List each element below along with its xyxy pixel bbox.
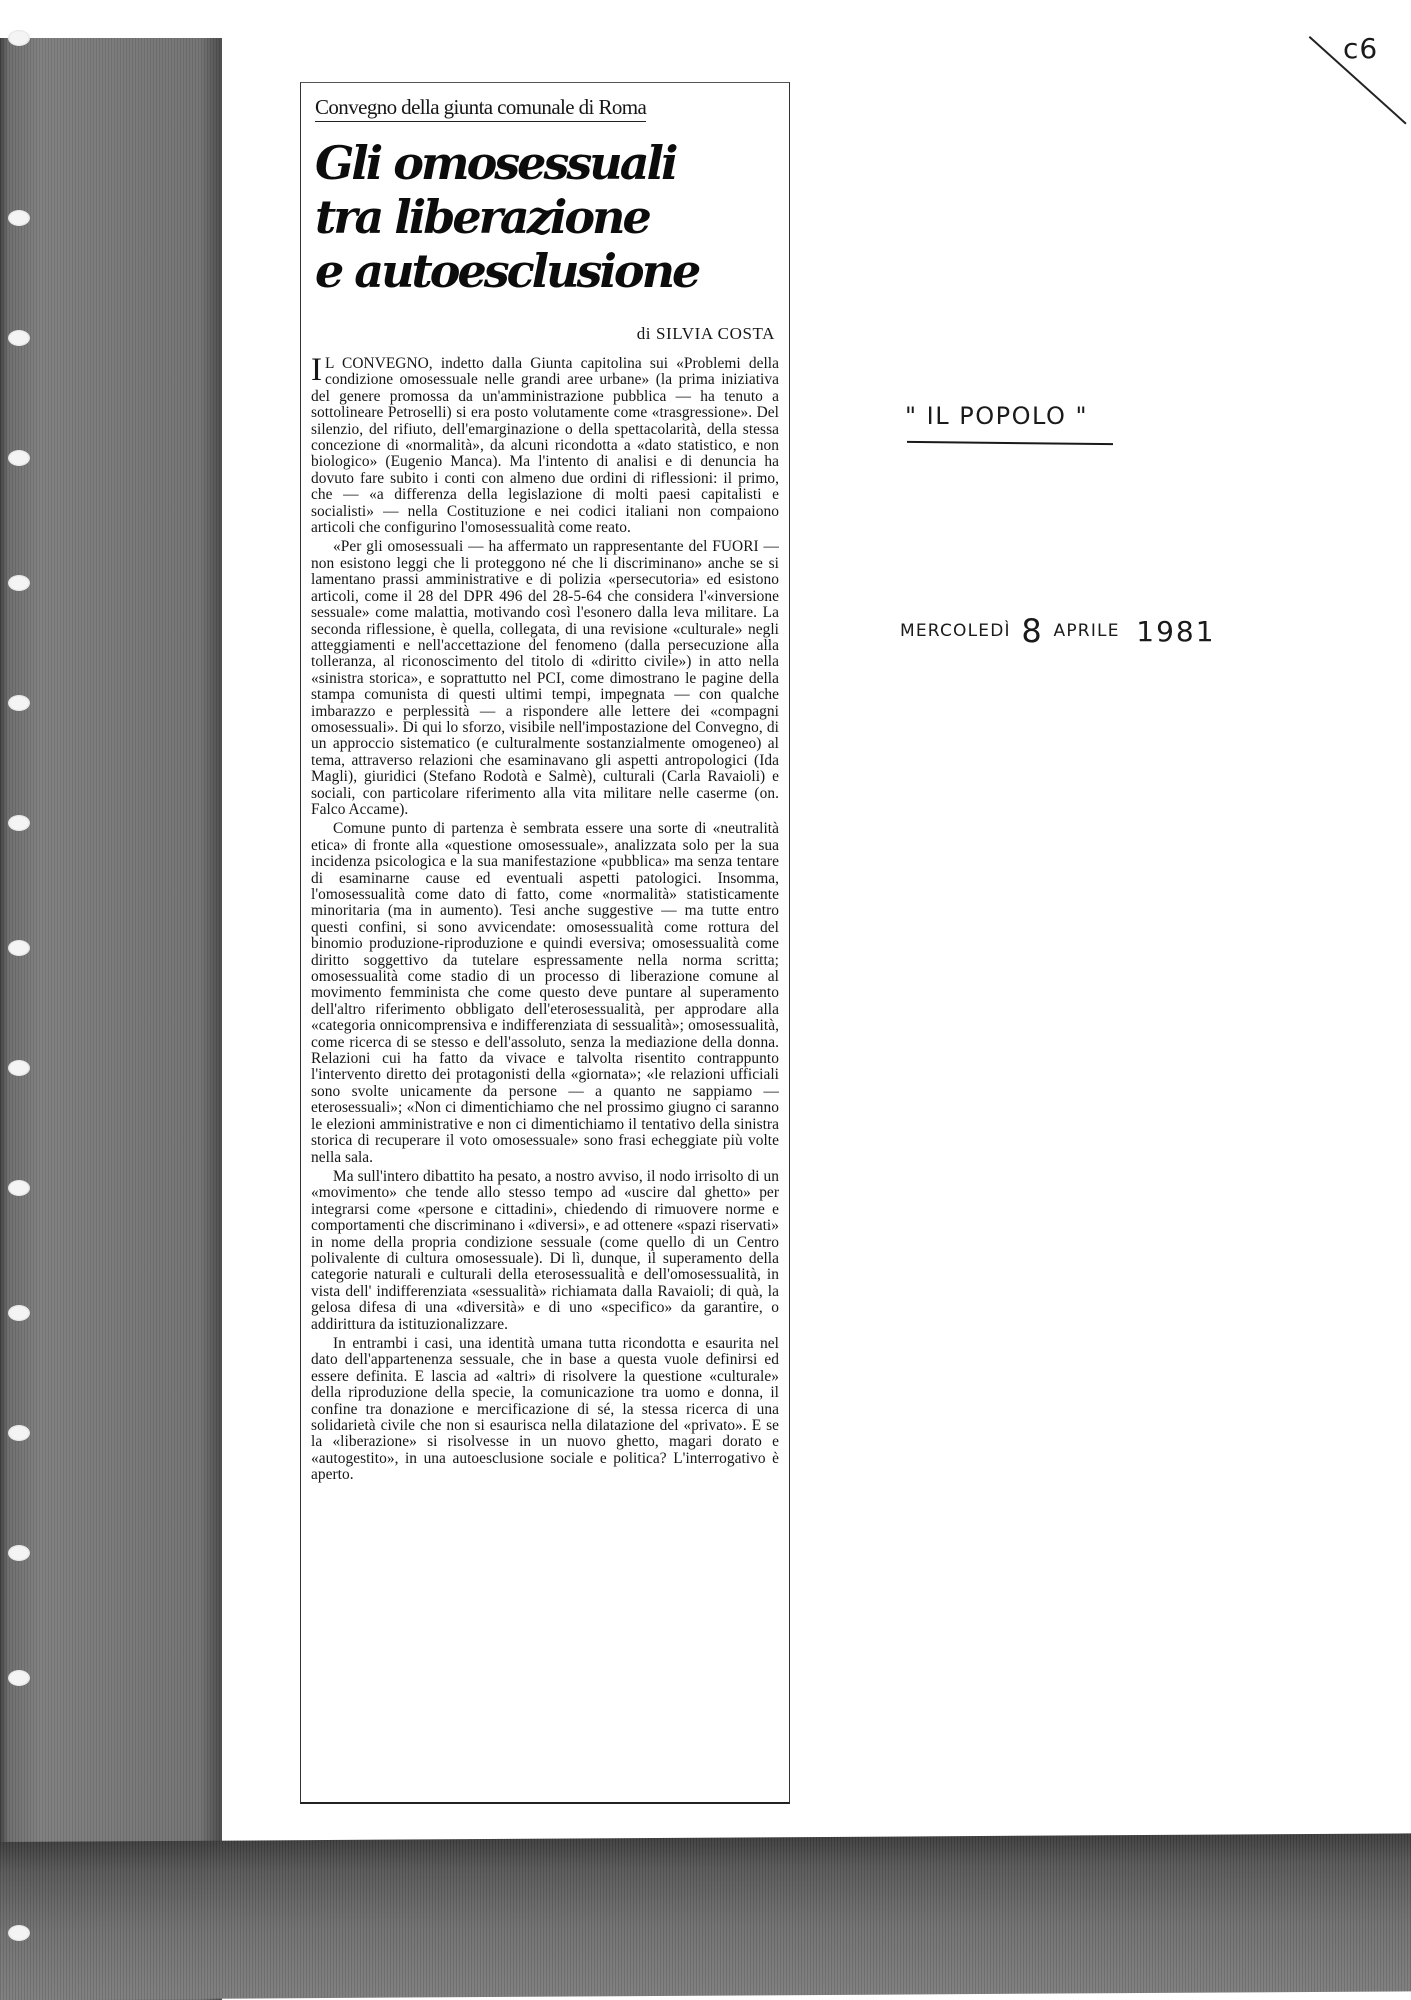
punch-hole: [8, 30, 30, 46]
scanner-background-bottom: [0, 1833, 1411, 2000]
newspaper-clipping: [300, 82, 790, 1804]
punch-hole: [8, 1545, 30, 1561]
headline-line: e autoesclusione: [315, 244, 699, 298]
paragraph-text: L CONVEGNO, indetto dalla Giunta capitolina sui «Problemi della condizione omosessuale nelle grandi aree urbane» (la prima iniziativa del genere promossa da un'amministrazione pubblica — ha tenuto a sottolineare Petroselli) si era posto volutamente come «trasgressione». Del silenzio, del rifiuto, dell'emarginazione o della spettacolarità, della stessa concezione di «normalità», da alcuni ricondotta a «dato statistico, e non biologico» (Eugenio Manca). Ma l'intento di analisi e di denuncia ha dovuto fare subito i conti con almeno due ordini di riflessioni: il primo, che — «a differenza della legislazione di molti paesi capitalisti e socialisti» — nella Costituzione e nei codici italiani non compaiono articoli che configurino l'omosessualità come reato.: [311, 355, 779, 537]
article-paragraph: In entrambi i casi, una identità umana tutta ricondotta e esaurita nel dato dell'appartenenza sessuale, che in base a questa vuole definirsi ed essere definita. E lascia ad «altri» di risolvere la questione «culturale» della riproduzione della specie, la comunicazione tra uomo e donna, il confine tra donazione e mercificazione di sé, la stessa ricerca di una solidarietà civile che non si esaurisca nella dilatazione del «privato». E se la «liberazione» si risolvesse in un nuovo ghetto, magari dorato e «autogestito», in una autoesclusione sociale e politica? L'interrogativo è aperto.: [311, 1334, 779, 1484]
headline-line: tra liberazione: [315, 190, 649, 244]
article-paragraph: Ma sull'intero dibattito ha pesato, a nostro avviso, il nodo irrisolto di un «movimento» che tende allo stesso tempo ad «uscire dal ghetto» per integrarsi come «persone e cittadini», chiedendo di rimuovere norme e comportamenti che discriminano i «diversi», e ad ottenere «spazi riservati» in nome della propria condizione sessuale (come quello di un Centro polivalente di cultura omosessuale). Di lì, dunque, il superamento della categorie naturali e culturali della eterosessualità e dell'omosessualità, in vista dell' indifferenziata «sessualità» richiamata dalla Ravaioli; di quà, la gelosa difesa di una «diversità» e di uno «specifico» da garantire, o addirittura da istituzionalizzare.: [311, 1167, 779, 1333]
punch-hole: [8, 1305, 30, 1321]
punch-hole: [8, 1180, 30, 1196]
date-day: 8: [1021, 612, 1043, 650]
punch-hole: [8, 940, 30, 956]
punch-hole: [8, 1670, 30, 1686]
article-kicker: Convegno della giunta comunale di Roma: [315, 95, 646, 122]
date-weekday: MERCOLEDÌ: [900, 621, 1011, 641]
punch-hole: [8, 695, 30, 711]
scanner-background-left: [0, 38, 222, 2000]
handwritten-newspaper-name: " IL POPOLO ": [905, 402, 1089, 430]
article-paragraph: «Per gli omosessuali — ha affermato un rappresentante del FUORI — non esistono leggi che li proteggono né che li discriminano» anche se si lamentano prassi amministrative e di polizia «persecutoria» ed esistono articoli, come il 28 del DPR 496 del 28-5-64 che considera l'«inversione sessuale» come malattia, motivando così l'esonero dalla leva militare. La seconda riflessione, è quella, collegata, di una revisione «culturale» negli atteggiamenti e nell'accettazione del fenomeno (dalla persecuzione alla tolleranza, al riconoscimento del titolo di «diritto civile») in atto nella «sinistra storica», e soprattutto nel PCI, come dimostrano le pagine della stampa comunista di questi ultimi tempi, impegnata — con qualche imbarazzo e perplessità — a rispondere alle lettere dei «compagni omosessuali». Di qui lo sforzo, visibile nell'impostazione del Convegno, di un approccio sistematico (e culturalmente sostanzialmente omogeneo) al tema, attraverso relazioni che esaminavano gli aspetti antropologici (Ida Magli), giuridici (Stefano Rodotà e Salmè), culturali (Carla Ravaioli) e sociali, con particolare riferimento alla vita militare nelle caserme (on. Falco Accame).: [311, 538, 779, 818]
punch-hole: [8, 1060, 30, 1076]
handwritten-date: [900, 612, 1216, 650]
article-byline: di SILVIA COSTA: [636, 324, 775, 343]
article-paragraph: Comune punto di partenza è sembrata essere una sorte di «neutralità etica» di fronte alla «questione omosessuale», analizzata solo per la sua incidenza psicologica e la sua manifestazione «pubblica» ma senza tentare di esaminarne cause ed eventuali aspetti patologici. Insomma, l'omosessualità come dato di fatto, come «normalità» statisticamente minoritaria (ma in aumento). Tesi anche suggestive — ma tutte entro questi confini, si sono avvicendate: omosessualità come rottura del binomio produzione-riproduzione e quindi eversiva; omosessualità come diritto soggettivo da tutelare espressamente nella norma scritta; omosessualità come stadio di un processo di liberazione comune al movimento femminista che come questo deve puntare al superamento dell'altro riferimento obbligato dell'eterosessualità, per approdare alla «categoria onnicomprensiva e indifferenziata di sessualità»; omosessualità, come ricerca di se stesso e dell'assoluto, senza la mediazione della donna. Relazioni cui ha fatto da vivace e talvolta risentito contrappunto l'intervento diretto dei protagonisti della «giornata»; «le relazioni ufficiali sono svolte unicamente da persone — a quanto ne sappiamo — eterosessuali»; «Non ci dimentichiamo che nel prossimo giugno ci saranno le elezioni amministrative e non ci dimentichiamo il tentativo della sinistra storica di recuperare il voto omosessuale» sono frasi echeggiate più volte nella sala.: [311, 820, 779, 1166]
punch-hole: [8, 330, 30, 346]
date-year: 1981: [1136, 615, 1216, 648]
article-paragraph: [311, 352, 779, 537]
punch-hole: [8, 1925, 30, 1941]
headline-line: Gli omosessuali: [315, 136, 676, 190]
punch-hole: [8, 210, 30, 226]
archive-code: c6: [1343, 32, 1379, 65]
date-month: APRILE: [1053, 621, 1120, 641]
article-headline: [315, 136, 779, 298]
handwritten-underline: [907, 441, 1113, 445]
article-body: [311, 352, 779, 1484]
punch-hole: [8, 815, 30, 831]
drop-cap: I: [311, 352, 323, 388]
punch-hole: [8, 450, 30, 466]
punch-hole: [8, 1425, 30, 1441]
punch-hole: [8, 575, 30, 591]
